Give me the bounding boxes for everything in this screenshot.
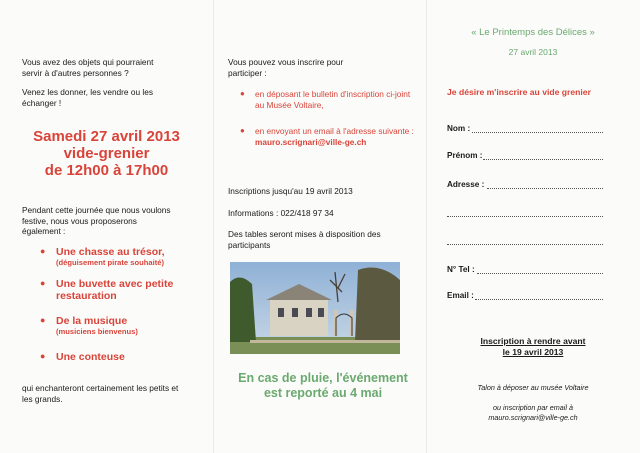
deadline-text: Inscriptions jusqu'au 19 avril 2013 [228,186,353,196]
item-title: Une buvette avec petite restauration [56,278,174,302]
phone-field[interactable] [477,273,603,274]
contact-email: mauro.scrignari@ville-ge.ch [255,136,367,147]
program-list [40,246,205,367]
email-note [426,403,640,422]
bullet-icon: ● [240,126,245,135]
bullet-icon: ● [40,351,46,361]
phone-label: N° Tel : [447,265,475,274]
list-item [40,246,205,278]
address-label: Adresse : [447,180,485,189]
list-item [40,351,205,367]
item-subtitle: (déguisement pirate souhaité) [56,258,165,267]
signup-intro: Vous pouvez vous inscrire pour participer : [228,57,344,78]
email-note-line-2: mauro.scrignari@ville-ge.ch [488,412,578,422]
museum-photo [230,262,400,354]
program-intro: Pendant cette journée que nous voulons festive, nous vous proposerons également : [22,205,171,236]
event-date-small: 27 avril 2013 [508,47,558,57]
name-field[interactable] [472,132,603,133]
item-title: Une conteuse [56,351,125,363]
return-line-1: Inscription à rendre avant [480,336,586,346]
tables-text: Des tables seront mises à disposition des participants [228,229,381,250]
intro-text-1: Vous avez des objets qui pourraient servir à d'autres personnes ? [22,57,154,78]
item-subtitle: (musiciens bienvenus) [56,327,138,336]
option-text: en déposant le bulletin d'inscription ci-joint au Musée Voltaire, [255,89,411,110]
address-field-line3[interactable] [447,244,603,245]
bullet-icon: ● [40,246,46,256]
list-item [40,315,205,351]
bullet-icon: ● [40,315,46,325]
address-field-line2[interactable] [447,216,603,217]
form-heading: Je désire m'inscrire au vide grenier [447,87,591,97]
intro-text-2: Venez les donner, les vendre ou les échanger ! [22,87,153,108]
return-deadline [426,336,640,358]
list-item [240,89,415,126]
event-title: « Le Printemps des Délices » [471,27,595,38]
return-line-2: le 19 avril 2013 [502,347,564,357]
address-field[interactable] [487,188,603,189]
event-date-block [0,128,213,179]
fold-line [213,0,214,453]
firstname-label: Prénom : [447,151,483,160]
option-text: en envoyant un email à l'adresse suivante : [255,126,414,136]
bullet-icon: ● [240,89,245,98]
item-title: Une chasse au trésor, [56,246,165,258]
signup-options [240,89,415,147]
rain-notice: En cas de pluie, l'événement est reporté au 4 mai [238,371,408,400]
email-label: Email : [447,291,474,300]
email-note-line-1: ou inscription par email à [493,403,573,412]
bullet-icon: ● [40,278,46,288]
event-name: vide-grenier [63,145,150,162]
phone-text: Informations : 022/418 97 34 [228,208,334,218]
event-hours: de 12h00 à 17h00 [44,162,169,179]
closing-text: qui enchanteront certainement les petits et les grands. [22,383,179,404]
firstname-field[interactable] [483,159,603,160]
list-item [40,278,205,315]
event-date: Samedi 27 avril 2013 [33,128,180,145]
name-label: Nom : [447,124,471,133]
list-item [240,126,415,147]
talon-note: Talon à déposer au musée Voltaire [477,383,589,392]
item-title: De la musique [56,315,128,327]
email-field[interactable] [475,299,603,300]
